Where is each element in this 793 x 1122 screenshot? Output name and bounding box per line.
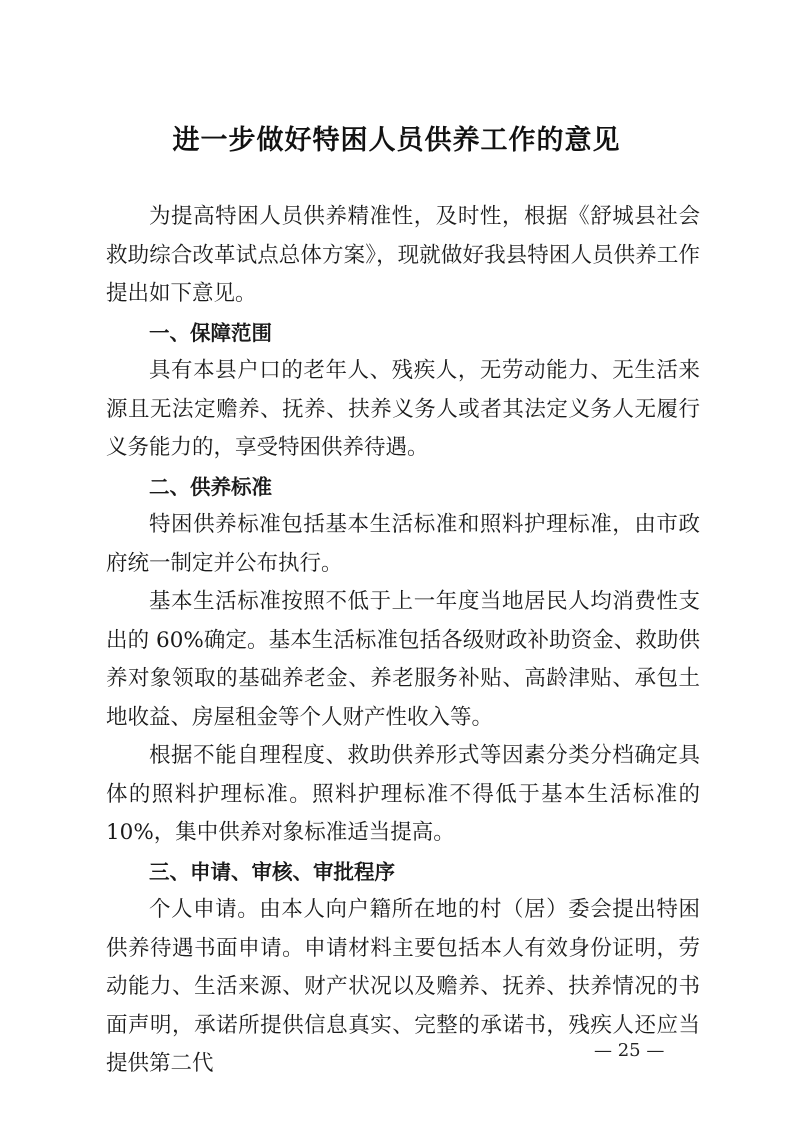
procedure-paragraph: 个人申请。由本人向户籍所在地的村（居）委会提出特困供养待遇书面申请。申请材料主要包括本人有效身份证明，劳动能力、生活来源、财产状况以及赡养、抚养、扶养情况的书面声明，承诺所提供信息真实、完整的承诺书，残疾人还应当提供第二代 bbox=[106, 897, 700, 1076]
scope-paragraph: 具有本县户口的老年人、残疾人，无劳动能力、无生活来源且无法定赡养、抚养、扶养义务人或者其法定义务人无履行义务能力的，享受特困供养待遇。 bbox=[106, 358, 700, 460]
section-heading-standard: 二、供养标准 bbox=[149, 474, 272, 499]
standard-paragraph-2: 基本生活标准按照不低于上一年度当地居民人均消费性支出的 60%确定。基本生活标准包括各级财政补助资金、救助供养对象领取的基础养老金、养老服务补贴、高龄津贴、承包土地收益、房屋租金等个人财产性收入等。 bbox=[106, 589, 700, 730]
intro-paragraph: 为提高特困人员供养精准性，及时性，根据《舒城县社会救助综合改革试点总体方案》，现就做好我县特困人员供养工作提出如下意见。 bbox=[106, 204, 700, 306]
standard-paragraph-3: 根据不能自理程度、救助供养形式等因素分类分档确定具体的照料护理标准。照料护理标准不得低于基本生活标准的 10%，集中供养对象标准适当提高。 bbox=[106, 743, 700, 845]
document-body bbox=[106, 198, 700, 1084]
standard-paragraph-1: 特困供养标准包括基本生活标准和照料护理标准，由市政府统一制定并公布执行。 bbox=[106, 512, 700, 576]
page-number: — 25 — bbox=[594, 1040, 665, 1061]
document-title: 进一步做好特困人员供养工作的意见 bbox=[172, 125, 621, 156]
section-heading-scope: 一、保障范围 bbox=[149, 320, 272, 345]
section-heading-procedure: 三、申请、审核、审批程序 bbox=[149, 859, 395, 884]
